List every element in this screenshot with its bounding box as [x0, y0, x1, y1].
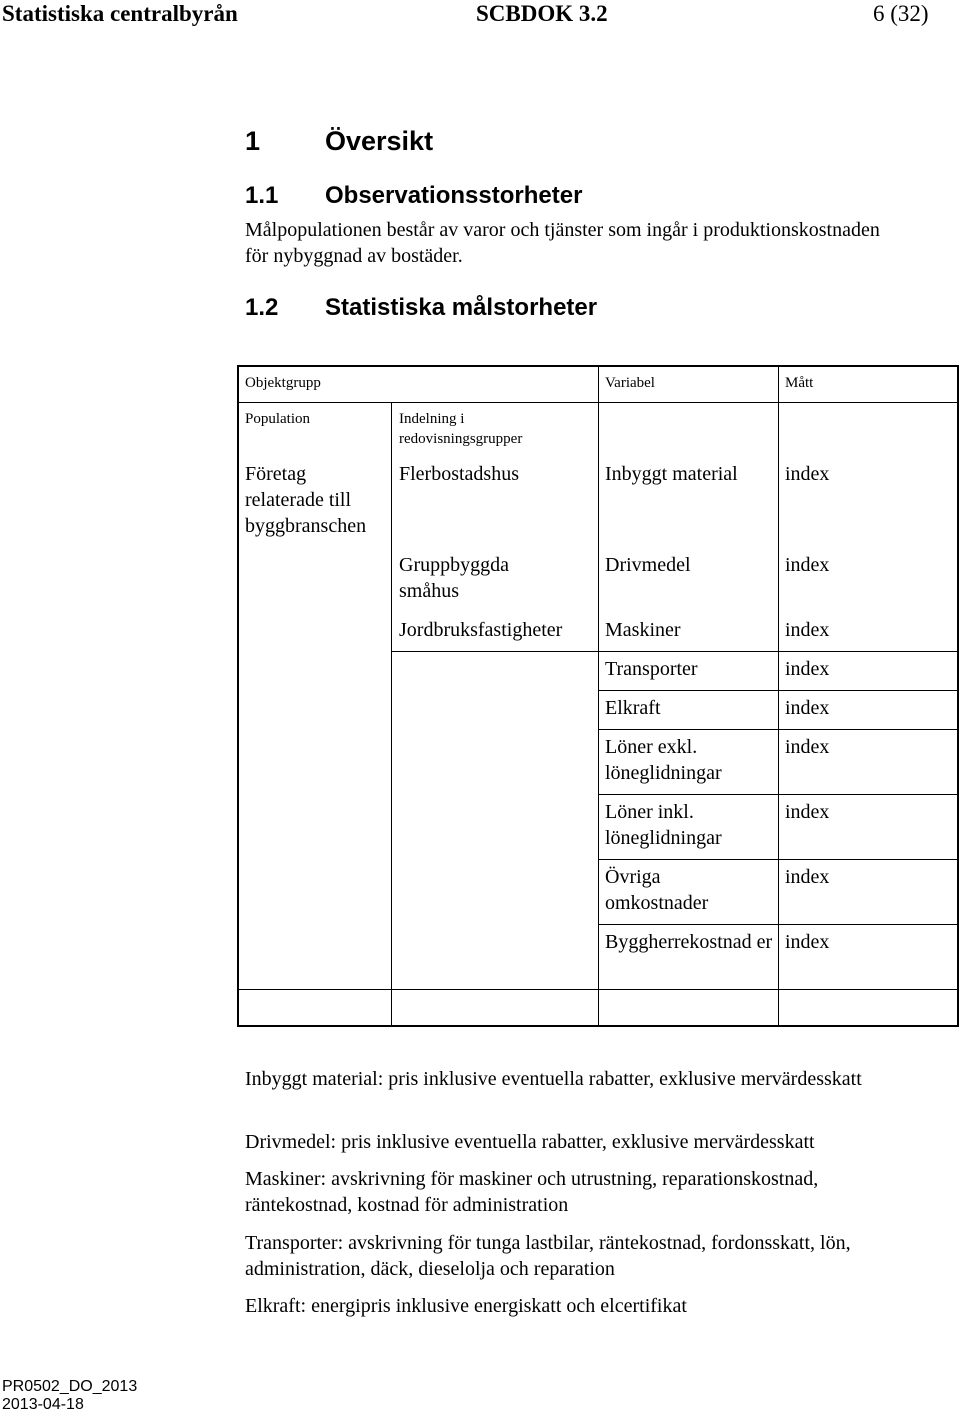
definition-note: Drivmedel: pris inklusive eventuella rabatter, exklusive mervärdesskatt — [245, 1131, 815, 1153]
table-rule — [778, 367, 779, 1025]
header-organization: Statistiska centralbyrån — [2, 1, 238, 26]
group-flerbostadshus: Flerbostadshus — [399, 463, 519, 485]
variable-cell: Löner inkl. löneglidningar — [605, 801, 722, 849]
measure-cell: index — [785, 866, 830, 888]
footer-document-code: PR0502_DO_2013 — [2, 1378, 138, 1395]
section-1-number: 1 — [245, 126, 261, 156]
variable-cell: Maskiner — [605, 619, 681, 641]
variable-cell: Löner exkl. löneglidningar — [605, 736, 722, 784]
measure-cell: index — [785, 931, 830, 953]
table-rule — [391, 651, 957, 652]
table-subhead-population: Population — [245, 411, 311, 427]
measure-cell: index — [785, 554, 830, 576]
population-cell: Företag relaterade till byggbranschen — [245, 463, 367, 537]
definition-note: Maskiner: avskrivning för maskiner och utrustning, reparationskostnad, räntekostnad, kostnad för administration — [245, 1168, 819, 1216]
definition-note: Inbyggt material: pris inklusive eventuella rabatter, exklusive mervärdesskatt — [245, 1068, 862, 1090]
footer-date: 2013-04-18 — [2, 1396, 84, 1413]
variable-cell: Drivmedel — [605, 554, 691, 576]
section-1-1-heading — [245, 181, 582, 211]
variable-cell: Inbyggt material — [605, 463, 738, 485]
header-page-number: 6 (32) — [873, 1, 929, 26]
measure-cell: index — [785, 463, 830, 485]
table-rule — [391, 402, 392, 1025]
group-jordbruksfastigheter: Jordbruksfastigheter — [399, 619, 563, 641]
table-rule — [598, 367, 599, 1025]
section-1-2-title: Statistiska målstorheter — [325, 294, 598, 321]
header-document-id: SCBDOK 3.2 — [476, 1, 608, 26]
measure-cell: index — [785, 736, 830, 758]
section-1-1-number: 1.1 — [245, 182, 279, 209]
table-head-matt: Mått — [785, 375, 814, 391]
measure-cell: index — [785, 619, 830, 641]
section-1-2-number: 1.2 — [245, 294, 279, 321]
section-1-heading — [245, 124, 433, 158]
target-characteristics-table — [237, 365, 959, 1027]
definition-note: Elkraft: energipris inklusive energiskatt och elcertifikat — [245, 1295, 687, 1317]
section-1-title: Översikt — [325, 126, 434, 156]
section-1-1-text: Målpopulationen består av varor och tjänster som ingår i produktionskostnaden för nybyggnad av bostäder. — [245, 219, 880, 267]
section-1-2-heading — [245, 293, 597, 323]
definition-note: Transporter: avskrivning för tunga lastbilar, räntekostnad, fordonsskatt, lön, administration, däck, dieselolja och reparation — [245, 1232, 851, 1280]
variable-cell: Övriga omkostnader — [605, 866, 709, 914]
group-gruppbyggda-smahus: Gruppbyggda småhus — [399, 554, 509, 602]
measure-cell: index — [785, 697, 830, 719]
measure-cell: index — [785, 801, 830, 823]
table-subhead-indelning: Indelning i redovisningsgrupper — [399, 411, 523, 447]
section-1-1-title: Observationsstorheter — [325, 182, 583, 209]
variable-cell: Byggherrekostnad er — [605, 931, 773, 953]
table-head-variabel: Variabel — [605, 375, 655, 391]
table-head-objektgrupp: Objektgrupp — [245, 375, 321, 391]
variable-cell: Transporter — [605, 658, 698, 680]
variable-cell: Elkraft — [605, 697, 661, 719]
measure-cell: index — [785, 658, 830, 680]
